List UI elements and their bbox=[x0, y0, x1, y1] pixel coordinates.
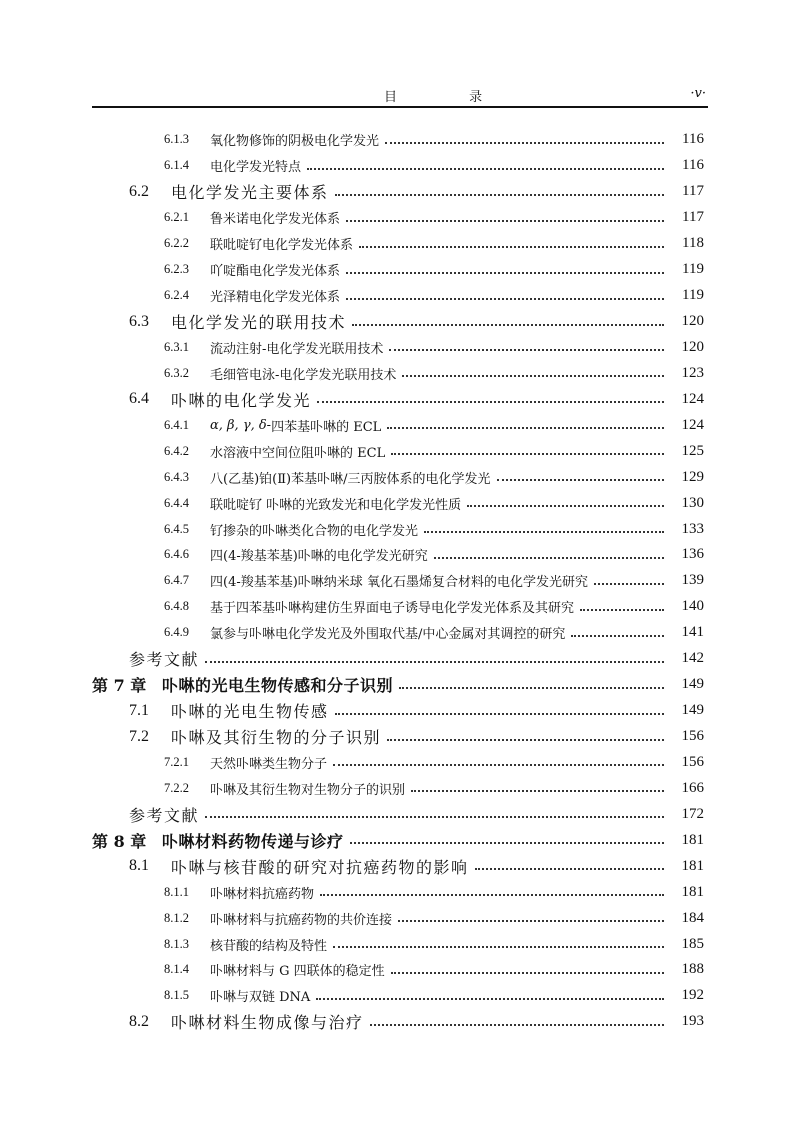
dot-leader bbox=[320, 894, 664, 896]
toc-entry-title: 四苯基卟啉的 ECL bbox=[271, 419, 382, 435]
toc-entry-sub[interactable] bbox=[0, 750, 798, 776]
toc-entry-title: 参考文献 bbox=[129, 805, 200, 825]
toc-entry-number: 6.4.2 bbox=[164, 443, 189, 458]
dot-leader bbox=[359, 246, 664, 248]
toc-entry-sub[interactable] bbox=[0, 568, 798, 594]
toc-entry-title: 氧化物修饰的阴极电化学发光 bbox=[210, 134, 380, 150]
dot-leader bbox=[205, 816, 664, 818]
toc-entry-chapter[interactable] bbox=[0, 672, 798, 698]
toc-entry-page: 116 bbox=[682, 157, 704, 174]
dot-leader bbox=[333, 946, 664, 948]
toc-entry-number: 6.2.3 bbox=[164, 262, 189, 277]
toc-entry-sub[interactable] bbox=[0, 905, 798, 931]
toc-entry-title: 天然卟啉类生物分子 bbox=[210, 756, 328, 772]
toc-entry-title: 卟啉与双链 DNA bbox=[210, 990, 311, 1006]
dot-leader bbox=[389, 349, 664, 351]
toc-entry-sub[interactable] bbox=[0, 412, 798, 438]
toc-entry-title: 卟啉材料生物成像与治疗 bbox=[171, 1013, 364, 1033]
toc-entry-title: 电化学发光的联用技术 bbox=[171, 313, 347, 333]
dot-leader bbox=[370, 1024, 664, 1026]
toc-entry-page: 133 bbox=[681, 520, 704, 537]
toc-entry-section[interactable] bbox=[0, 853, 798, 879]
toc-entry-title: 四(4-羧基苯基)卟啉纳米球 氧化石墨烯复合材料的电化学发光研究 bbox=[210, 575, 588, 591]
toc-entry-sub[interactable] bbox=[0, 283, 798, 309]
toc-entry-title: 基于四苯基卟啉构建仿生界面电子诱导电化学发光体系及其研究 bbox=[210, 601, 575, 617]
toc-entry-number: 6.1.3 bbox=[164, 132, 189, 147]
toc-entry-number: 8.1.3 bbox=[164, 936, 189, 951]
toc-entry-title: 卟啉的光电生物传感 bbox=[171, 702, 329, 722]
toc-entry-page: 166 bbox=[681, 779, 704, 796]
toc-entry-sub[interactable] bbox=[0, 205, 798, 231]
toc-entry-number: 6.4 bbox=[129, 390, 149, 408]
toc-entry-page: 181 bbox=[681, 883, 704, 900]
dot-leader bbox=[387, 739, 664, 741]
toc-entry-title: 卟啉及其衍生物对生物分子的识别 bbox=[210, 782, 406, 798]
toc-entry-number: 6.2.2 bbox=[164, 236, 189, 251]
toc-entry-sub[interactable] bbox=[0, 594, 798, 620]
toc-entry-sub[interactable] bbox=[0, 775, 798, 801]
header-rule bbox=[92, 106, 708, 108]
toc-entry-title: 卟啉与核苷酸的研究对抗癌药物的影响 bbox=[171, 857, 469, 877]
toc-entry-title: 卟啉及其衍生物的分子识别 bbox=[171, 728, 382, 748]
toc-entry-page: 123 bbox=[681, 364, 704, 381]
toc-entry-page: 139 bbox=[681, 572, 704, 589]
toc-entry-number: 6.3.2 bbox=[164, 365, 189, 380]
toc-entry-number: 8.1.2 bbox=[164, 910, 189, 925]
toc-entry-title: 毛细管电泳-电化学发光联用技术 bbox=[210, 367, 397, 383]
toc-entry-sub[interactable] bbox=[0, 231, 798, 257]
toc-entry-refs[interactable] bbox=[0, 646, 798, 672]
dot-leader bbox=[335, 194, 664, 196]
toc-entry-sub[interactable] bbox=[0, 516, 798, 542]
toc-entry-sub[interactable] bbox=[0, 464, 798, 490]
toc-entry-sub[interactable] bbox=[0, 983, 798, 1009]
toc-entry-page: 185 bbox=[681, 935, 704, 952]
toc-entry-refs[interactable] bbox=[0, 801, 798, 827]
page-title: 目 录 bbox=[384, 90, 517, 105]
toc-entry-page: 130 bbox=[681, 494, 704, 511]
dot-leader bbox=[352, 324, 664, 326]
toc-entry-title: 吖啶酯电化学发光体系 bbox=[210, 264, 341, 280]
toc-entry-sub[interactable] bbox=[0, 360, 798, 386]
toc-entry-page: 129 bbox=[681, 468, 704, 485]
toc-entry-number: 6.4.7 bbox=[164, 573, 189, 588]
toc-entry-page: 141 bbox=[681, 624, 704, 641]
page-number-label: ·v· bbox=[690, 86, 706, 101]
dot-leader bbox=[424, 531, 664, 533]
toc-entry-number: 6.3 bbox=[129, 312, 149, 330]
toc-entry-sub[interactable] bbox=[0, 127, 798, 153]
toc-entry-number: 6.2.1 bbox=[164, 210, 189, 225]
toc-entry-section[interactable] bbox=[0, 386, 798, 412]
toc-entry-title: 联吡啶钌电化学发光体系 bbox=[210, 238, 354, 254]
dot-leader bbox=[571, 635, 664, 637]
toc-entry-section[interactable] bbox=[0, 179, 798, 205]
toc-entry-number: 8.1 bbox=[129, 857, 149, 875]
toc-entry-sub[interactable] bbox=[0, 438, 798, 464]
toc-entry-page: 193 bbox=[681, 1013, 704, 1030]
dot-leader bbox=[387, 427, 664, 429]
toc-entry-sub[interactable] bbox=[0, 931, 798, 957]
toc-entry-title: 氯参与卟啉电化学发光及外围取代基/中心金属对其调控的研究 bbox=[210, 627, 566, 643]
toc-entry-number: 8.2 bbox=[129, 1012, 149, 1030]
dot-leader bbox=[391, 972, 664, 974]
dot-leader bbox=[350, 842, 664, 844]
dot-leader bbox=[317, 401, 664, 403]
toc-entry-title: 核苷酸的结构及特性 bbox=[210, 938, 328, 954]
toc-entry-page: 172 bbox=[681, 805, 704, 822]
toc-entry-sub[interactable] bbox=[0, 153, 798, 179]
toc-entry-title: 卟啉材料与抗癌药物的共价连接 bbox=[210, 912, 393, 928]
toc-entry-number: 第 7 章 bbox=[92, 676, 147, 696]
toc-entry-title: 流动注射-电化学发光联用技术 bbox=[210, 341, 384, 357]
toc-entry-page: 116 bbox=[682, 131, 704, 148]
toc-entry-title: 四(4-羧基苯基)卟啉的电化学发光研究 bbox=[210, 549, 428, 565]
toc-entry-number: 8.1.5 bbox=[164, 988, 189, 1003]
toc-entry-page: 181 bbox=[681, 831, 704, 848]
toc-entry-title: 卟啉材料与 G 四联体的稳定性 bbox=[210, 964, 385, 980]
toc-entry-sub[interactable] bbox=[0, 620, 798, 646]
dot-leader bbox=[411, 790, 664, 792]
dot-leader bbox=[385, 142, 664, 144]
toc-entry-title: 电化学发光主要体系 bbox=[171, 183, 329, 203]
toc-entry-number: 6.4.1 bbox=[164, 417, 189, 432]
toc-entry-title: 参考文献 bbox=[129, 650, 200, 670]
dot-leader bbox=[402, 375, 664, 377]
dot-leader bbox=[580, 609, 664, 611]
toc-entry-section[interactable] bbox=[0, 309, 798, 335]
toc-entry-page: 124 bbox=[681, 416, 704, 433]
dot-leader bbox=[398, 920, 664, 922]
toc-entry-number: 7.2.1 bbox=[164, 754, 189, 769]
toc-entry-page: 125 bbox=[681, 442, 704, 459]
toc-entry-number: 7.1 bbox=[129, 701, 149, 719]
toc-entry-page: 117 bbox=[682, 209, 704, 226]
toc-entry-chapter[interactable] bbox=[0, 827, 798, 853]
toc-entry-section[interactable] bbox=[0, 724, 798, 750]
toc-entry-page: 184 bbox=[681, 909, 704, 926]
toc-entry-page: 181 bbox=[681, 857, 704, 874]
toc-entry-page: 136 bbox=[681, 546, 704, 563]
toc-entry-title: 卟啉的光电生物传感和分子识别 bbox=[162, 676, 394, 696]
toc-entry-number: 6.4.4 bbox=[164, 495, 189, 510]
dot-leader bbox=[475, 868, 664, 870]
toc-entry-number: 6.1.4 bbox=[164, 158, 189, 173]
dot-leader bbox=[205, 661, 664, 663]
toc-entry-number: 6.3.1 bbox=[164, 339, 189, 354]
toc-entry-title: 卟啉材料药物传递与诊疗 bbox=[162, 831, 344, 851]
toc-entry-page: 149 bbox=[681, 702, 704, 719]
toc-entry-title: 联吡啶钌 卟啉的光致发光和电化学发光性质 bbox=[210, 497, 462, 513]
toc-entry-sub[interactable] bbox=[0, 542, 798, 568]
dot-leader bbox=[316, 998, 664, 1000]
toc-entry-page: 156 bbox=[681, 753, 704, 770]
toc-entry-title: 电化学发光特点 bbox=[210, 160, 302, 176]
toc-entry-number: 6.4.9 bbox=[164, 625, 189, 640]
running-head bbox=[92, 84, 708, 106]
toc-entry-number: 第 8 章 bbox=[92, 831, 147, 851]
toc-entry-number: 6.4.6 bbox=[164, 547, 189, 562]
toc-entry-number: 7.2.2 bbox=[164, 780, 189, 795]
toc-entry-sub[interactable] bbox=[0, 335, 798, 361]
toc-entry-page: 119 bbox=[682, 287, 704, 304]
toc-entry-sub[interactable] bbox=[0, 257, 798, 283]
toc-entry-section[interactable] bbox=[0, 698, 798, 724]
toc-entry-section[interactable] bbox=[0, 1009, 798, 1035]
toc-entry-page: 120 bbox=[681, 313, 704, 330]
toc-entry-page: 188 bbox=[681, 961, 704, 978]
toc-entry-page: 120 bbox=[681, 338, 704, 355]
toc-entry-title: 八(乙基)铂(Ⅱ)苯基卟啉/三丙胺体系的电化学发光 bbox=[210, 471, 491, 487]
toc-entry-sub[interactable] bbox=[0, 879, 798, 905]
toc-entry-title: 卟啉的电化学发光 bbox=[171, 390, 312, 410]
toc-entry-number: 8.1.1 bbox=[164, 884, 189, 899]
toc-entry-title: 钌掺杂的卟啉类化合物的电化学发光 bbox=[210, 523, 419, 539]
toc-entry-page: 118 bbox=[682, 235, 704, 252]
dot-leader bbox=[467, 505, 664, 507]
toc-entry-sub[interactable] bbox=[0, 957, 798, 983]
dot-leader bbox=[335, 713, 664, 715]
dot-leader bbox=[346, 272, 664, 274]
toc-entry-page: 149 bbox=[681, 676, 704, 693]
toc-entry-number: 6.4.8 bbox=[164, 599, 189, 614]
toc-entry-number: 6.2.4 bbox=[164, 288, 189, 303]
dot-leader bbox=[346, 298, 664, 300]
toc-entry-title: 水溶液中空间位阻卟啉的 ECL bbox=[210, 445, 386, 461]
toc-entry-number: 7.2 bbox=[129, 727, 149, 745]
toc-entry-sub[interactable] bbox=[0, 490, 798, 516]
toc-entry-page: 142 bbox=[681, 650, 704, 667]
toc-entry-greek-prefix: α, β, γ, δ- bbox=[210, 417, 272, 433]
dot-leader bbox=[307, 168, 664, 170]
toc-entry-page: 124 bbox=[681, 390, 704, 407]
dot-leader bbox=[497, 479, 664, 481]
toc-entry-page: 192 bbox=[681, 987, 704, 1004]
toc-entry-number: 8.1.4 bbox=[164, 962, 189, 977]
dot-leader bbox=[399, 687, 664, 689]
dot-leader bbox=[333, 764, 664, 766]
dot-leader bbox=[346, 220, 664, 222]
dot-leader bbox=[434, 557, 664, 559]
table-of-contents bbox=[0, 127, 798, 1035]
toc-entry-title: 鲁米诺电化学发光体系 bbox=[210, 212, 341, 228]
toc-entry-page: 119 bbox=[682, 261, 704, 278]
toc-entry-number: 6.4.3 bbox=[164, 469, 189, 484]
toc-entry-page: 156 bbox=[681, 728, 704, 745]
toc-entry-page: 117 bbox=[682, 183, 704, 200]
toc-entry-number: 6.4.5 bbox=[164, 521, 189, 536]
toc-entry-title: 卟啉材料抗癌药物 bbox=[210, 886, 315, 902]
dot-leader bbox=[391, 453, 664, 455]
toc-entry-number: 6.2 bbox=[129, 182, 149, 200]
toc-entry-title: 光泽精电化学发光体系 bbox=[210, 290, 341, 306]
toc-entry-page: 140 bbox=[681, 598, 704, 615]
dot-leader bbox=[594, 583, 664, 585]
